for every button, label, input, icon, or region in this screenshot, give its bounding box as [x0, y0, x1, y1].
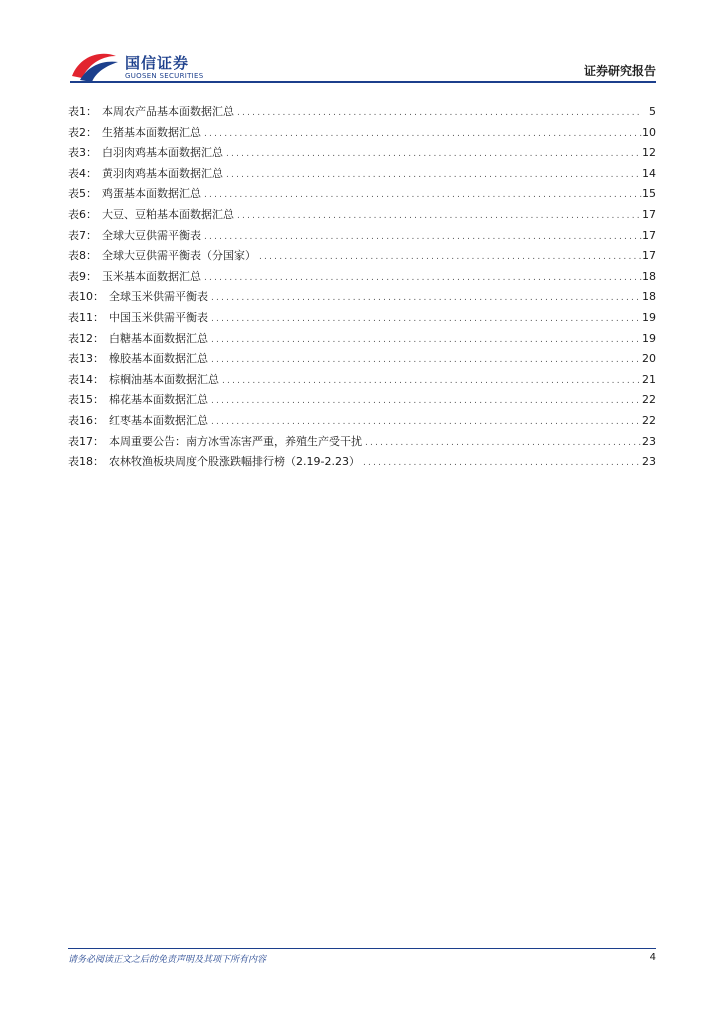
page-number: 4: [649, 952, 656, 963]
toc-leader-dots: [223, 165, 642, 186]
toc-entry-number: 表18：: [68, 455, 104, 469]
toc-entry-number: 表16：: [68, 413, 104, 427]
toc-entry-page: 15: [642, 187, 656, 201]
toc-entry-number: 表10：: [68, 290, 104, 304]
toc-entry-page: 17: [642, 207, 656, 221]
toc-entry-title: 大豆、豆粕基本面数据汇总: [102, 207, 234, 221]
toc-entry[interactable]: [68, 226, 656, 247]
toc-entry[interactable]: [68, 246, 656, 267]
toc-entry-title: 橡胶基本面数据汇总: [109, 352, 208, 366]
toc-entry[interactable]: [68, 184, 656, 205]
toc-entry[interactable]: [68, 349, 656, 370]
toc-leader-dots: [208, 350, 642, 371]
toc-entry-title: 黄羽肉鸡基本面数据汇总: [102, 166, 223, 180]
toc-entry-title: 鸡蛋基本面数据汇总: [102, 187, 201, 201]
toc-leader-dots: [208, 391, 642, 412]
toc-entry-page: 20: [642, 352, 656, 366]
toc-leader-dots: [362, 433, 642, 454]
toc-entry-title: 全球玉米供需平衡表: [109, 290, 208, 304]
report-type-label: 证券研究报告: [583, 64, 656, 78]
toc-entry[interactable]: [68, 143, 656, 164]
toc-entry[interactable]: [68, 205, 656, 226]
toc-entry-page: 22: [642, 393, 656, 407]
toc-entry-page: 22: [642, 413, 656, 427]
page-header: [0, 0, 724, 86]
toc-entry-title: 红枣基本面数据汇总: [109, 413, 208, 427]
toc-entry-page: 17: [642, 249, 656, 263]
toc-entry-number: 表7：: [68, 228, 97, 242]
toc-entry[interactable]: [68, 329, 656, 350]
toc-entry-number: 表17：: [68, 434, 104, 448]
toc-entry-title: 玉米基本面数据汇总: [102, 269, 201, 283]
toc-entry-page: 23: [642, 434, 656, 448]
toc-entry-number: 表11：: [68, 310, 104, 324]
toc-leader-dots: [208, 288, 642, 309]
toc-entry-page: 18: [642, 290, 656, 304]
footer-divider: [68, 948, 656, 949]
toc-entry-page: 12: [642, 146, 656, 160]
toc-entry-title: 本周农产品基本面数据汇总: [102, 105, 234, 118]
toc-entry[interactable]: [68, 287, 656, 308]
toc-entry-number: 表14：: [68, 372, 104, 386]
toc-entry-title: 农林牧渔板块周度个股涨跌幅排行榜（2.19-2.23）: [109, 455, 360, 469]
toc-entry-number: 表13：: [68, 352, 104, 366]
toc-entry[interactable]: [68, 370, 656, 391]
toc-entry-number: 表9：: [68, 269, 97, 283]
toc-entry-page: 17: [642, 228, 656, 242]
toc-leader-dots: [234, 206, 642, 227]
table-of-figures: [68, 102, 656, 473]
toc-leader-dots: [208, 309, 642, 330]
toc-entry-page: 18: [642, 269, 656, 283]
toc-entry-page: 19: [642, 310, 656, 324]
toc-leader-dots: [256, 247, 642, 268]
toc-leader-dots: [223, 144, 642, 165]
toc-leader-dots: [201, 268, 642, 289]
toc-leader-dots: [219, 371, 642, 392]
toc-entry-page: 10: [642, 125, 656, 139]
toc-entry-title: 棕榈油基本面数据汇总: [109, 372, 219, 386]
toc-entry-title: 全球大豆供需平衡表: [102, 228, 201, 242]
toc-entry-page: 14: [642, 166, 656, 180]
toc-entry-number: 表1：: [68, 105, 97, 118]
toc-leader-dots: [201, 185, 642, 206]
toc-entry-number: 表5：: [68, 187, 97, 201]
toc-leader-dots: [208, 412, 642, 433]
toc-entry-number: 表15：: [68, 393, 104, 407]
toc-entry[interactable]: [68, 164, 656, 185]
toc-entry[interactable]: [68, 267, 656, 288]
toc-entry-number: 表4：: [68, 166, 97, 180]
toc-entry-title: 中国玉米供需平衡表: [109, 310, 208, 324]
toc-leader-dots: [234, 103, 642, 124]
toc-entry-page: 5: [649, 105, 656, 118]
brand-name-cn: 国信证券: [125, 54, 190, 72]
toc-entry-page: 19: [642, 331, 656, 345]
toc-entry-number: 表2：: [68, 125, 97, 139]
brand-name-en: GUOSEN SECURITIES: [125, 72, 204, 80]
toc-entry-title: 棉花基本面数据汇总: [109, 393, 208, 407]
toc-entry[interactable]: [68, 432, 656, 453]
header-divider: [70, 81, 656, 83]
toc-entry[interactable]: [68, 452, 656, 473]
toc-entry-number: 表12：: [68, 331, 104, 345]
toc-entry-title: 白糖基本面数据汇总: [109, 331, 208, 345]
toc-entry-page: 23: [642, 455, 656, 469]
guosen-logo-icon: [70, 50, 120, 84]
footer-disclaimer: 请务必阅读正文之后的免责声明及其项下所有内容: [68, 955, 267, 965]
toc-entry-title: 本周重要公告：南方冰雪冻害严重，养殖生产受干扰: [109, 434, 362, 448]
toc-entry-number: 表3：: [68, 146, 97, 160]
toc-leader-dots: [201, 124, 642, 145]
toc-entry-number: 表6：: [68, 207, 97, 221]
toc-leader-dots: [201, 227, 642, 248]
toc-entry-title: 全球大豆供需平衡表（分国家）: [102, 249, 256, 263]
toc-entry[interactable]: [68, 123, 656, 144]
toc-leader-dots: [360, 453, 642, 474]
toc-entry-title: 生猪基本面数据汇总: [102, 125, 201, 139]
toc-entry-page: 21: [642, 372, 656, 386]
toc-entry[interactable]: [68, 411, 656, 432]
toc-entry[interactable]: [68, 308, 656, 329]
toc-entry[interactable]: [68, 390, 656, 411]
toc-entry-title: 白羽肉鸡基本面数据汇总: [102, 146, 223, 160]
toc-entry[interactable]: [68, 102, 656, 123]
toc-entry-number: 表8：: [68, 249, 97, 263]
toc-leader-dots: [208, 330, 642, 351]
